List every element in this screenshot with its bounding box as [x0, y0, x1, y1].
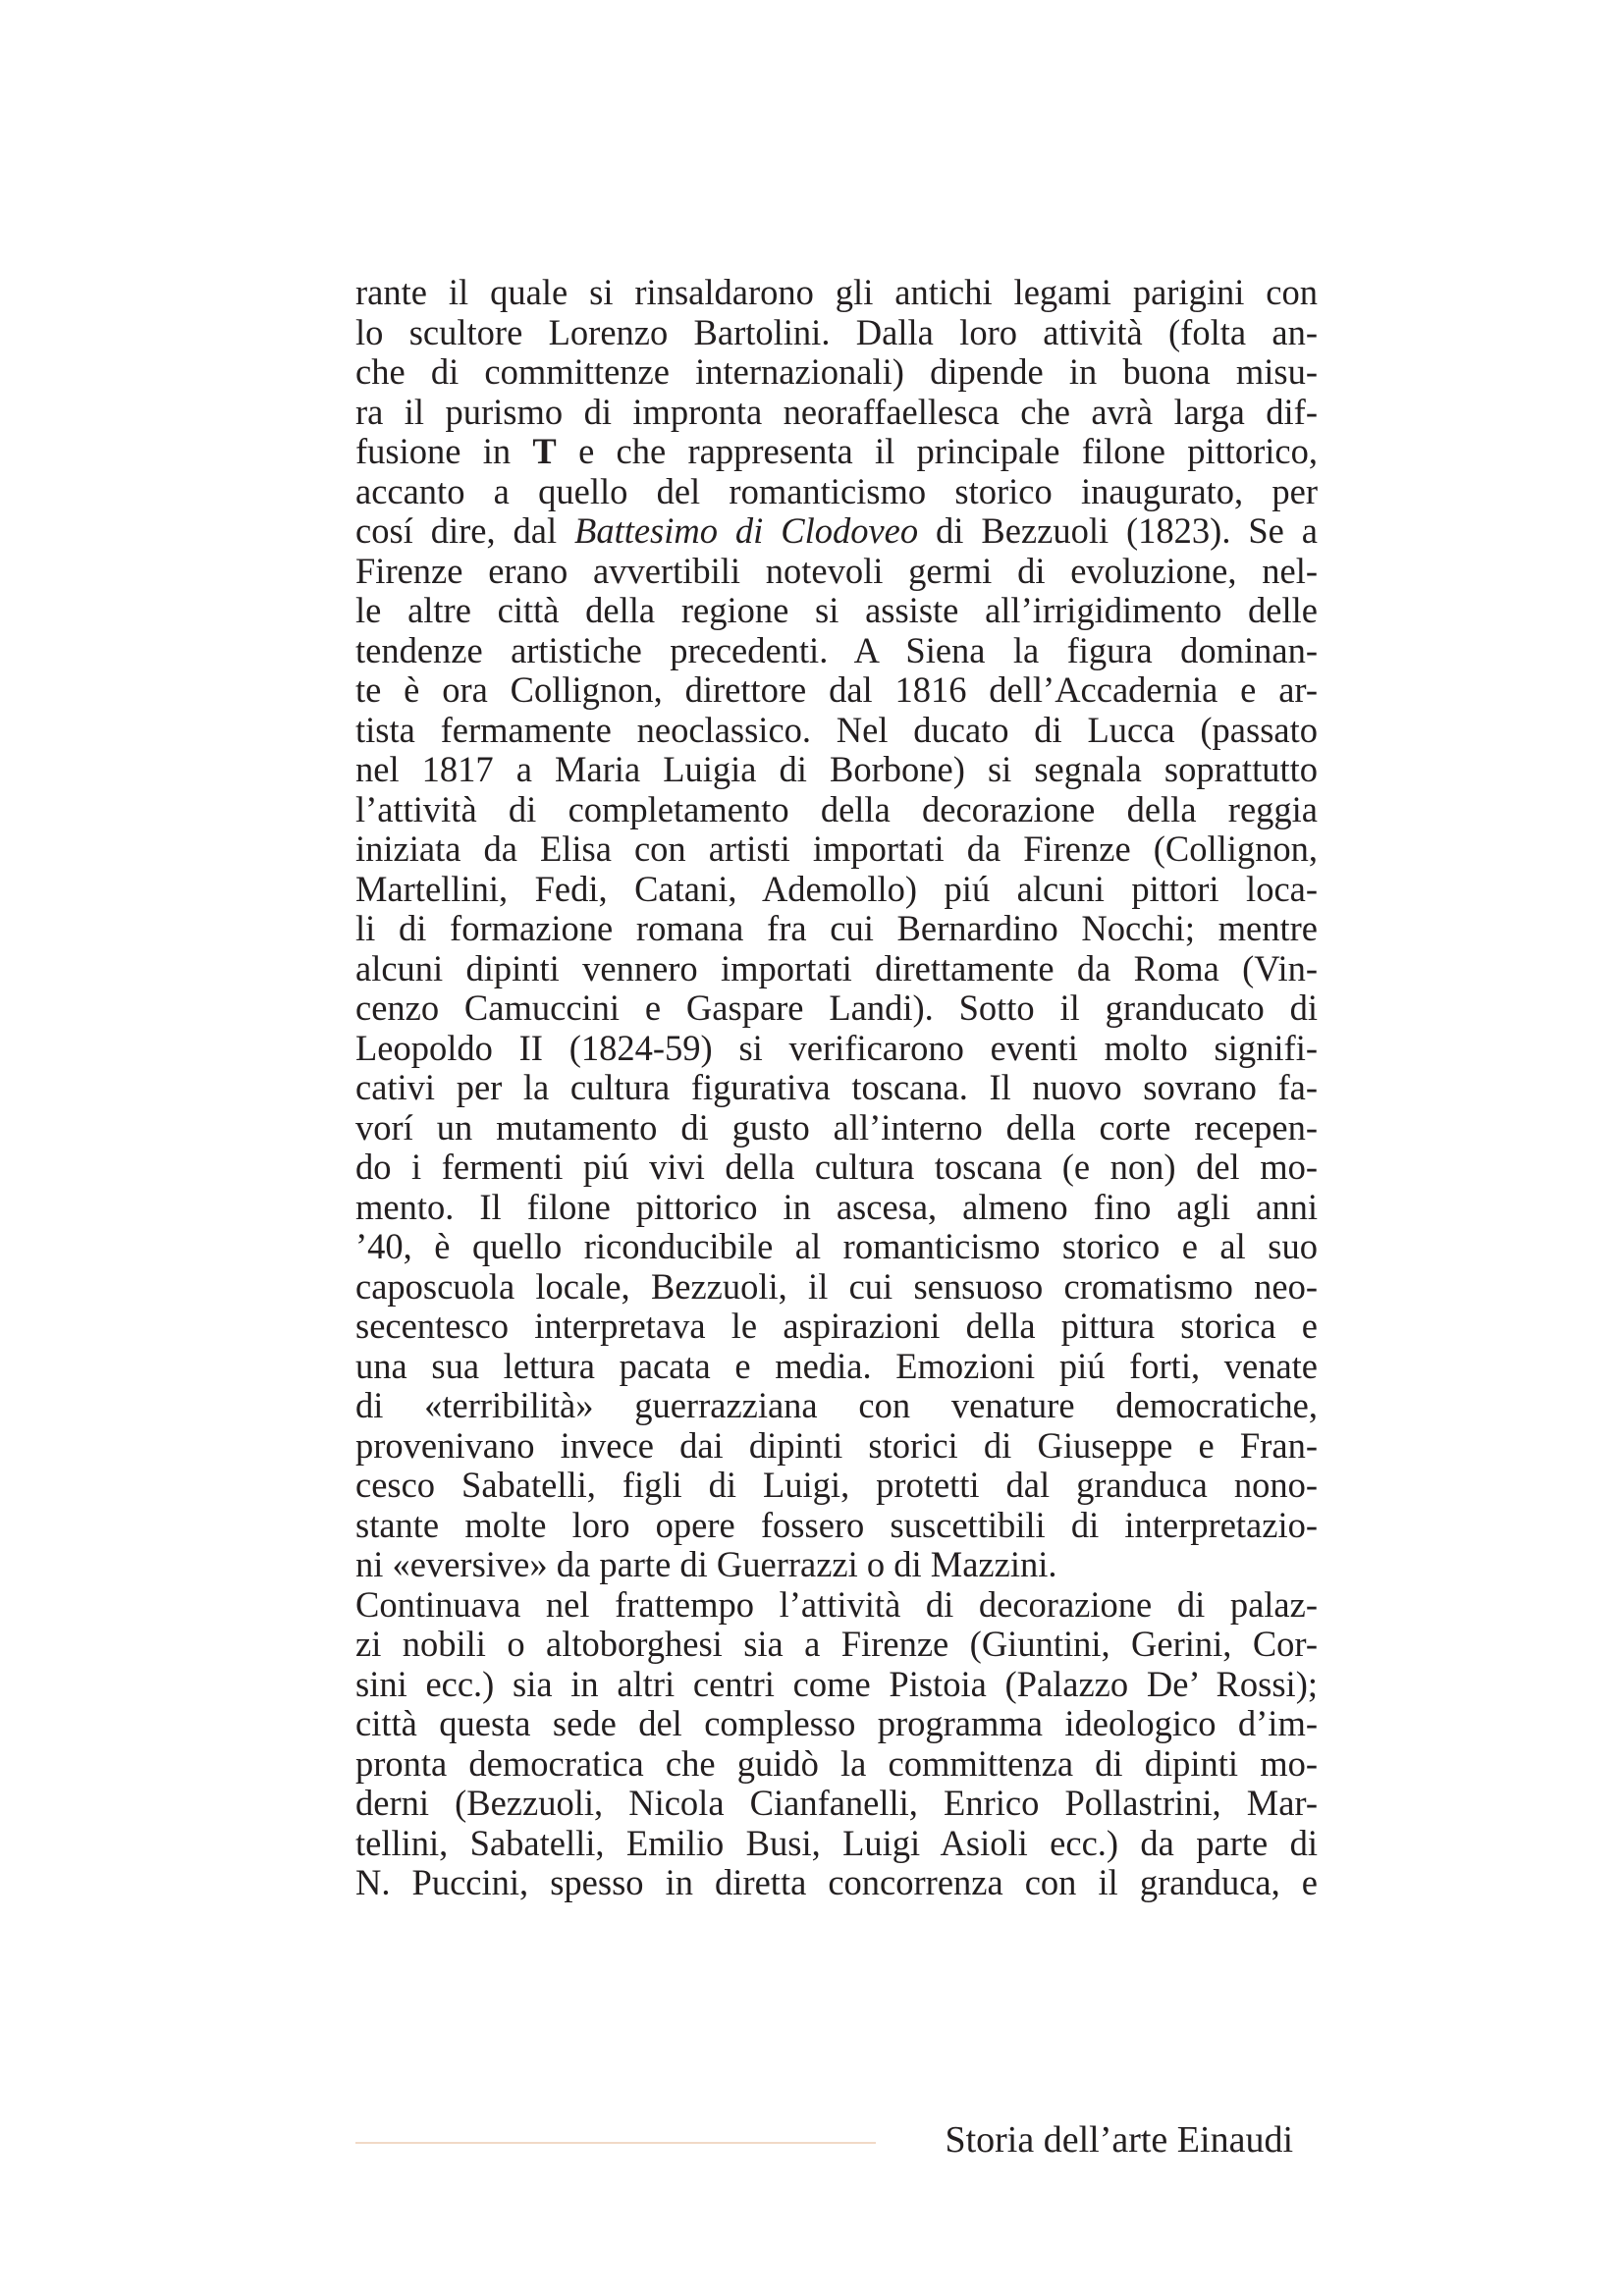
region-abbreviation: T	[532, 431, 557, 471]
text-line-15: iniziata da Elisa con artisti importati da Firenze (Collignon,	[355, 828, 1318, 869]
text-line-6: accanto a quello del romanticismo storico inaugurato, per	[355, 470, 1318, 511]
text-line-38: pronta democratica che guidò la committenza di dipinti mo-	[355, 1742, 1318, 1784]
text-line-26: caposcuola locale, Bezzuoli, il cui sensuoso cromatismo neo-	[355, 1265, 1318, 1307]
text-line-20: Leopoldo II (1824-59) si verificarono eventi molto signifi-	[355, 1027, 1318, 1068]
text-line-33: ni «eversive» da parte di Guerrazzi o di Mazzini.	[355, 1544, 1057, 1584]
text-line-22: vorí un mutamento di gusto all’interno della corte recepen-	[355, 1106, 1318, 1148]
text-line-35: zi nobili o altoborghesi sia a Firenze (Giuntini, Gerini, Cor-	[355, 1624, 1318, 1664]
footer-rule	[355, 2142, 876, 2144]
text-line-37: città questa sede del complesso programma ideologico d’im-	[355, 1703, 1318, 1743]
text-line-5-end: e che rappresenta il principale filone pittorico,	[556, 431, 1318, 471]
text-line-25: ’40, è quello riconducibile al romanticismo storico e al suo	[355, 1226, 1318, 1266]
text-line-41: N. Puccini, spesso in diretta concorrenza con il granduca, e	[355, 1862, 1318, 1902]
artwork-title: Battesimo di Clodoveo	[574, 510, 919, 551]
text-line-1: rante il quale si rinsaldarono gli antichi legami parigini con	[355, 272, 1318, 312]
text-line-18: alcuni dipinti vennero importati direttamente da Roma (Vin-	[355, 947, 1318, 988]
text-line-34: Continuava nel frattempo l’attività di decorazione di palaz-	[355, 1583, 1318, 1625]
text-line-40: tellini, Sabatelli, Emilio Busi, Luigi Asioli ecc.) da parte di	[355, 1822, 1318, 1863]
body-text	[355, 273, 1318, 1903]
text-line-31: cesco Sabatelli, figli di Luigi, protetti dal granduca nono-	[355, 1465, 1318, 1505]
text-line-5	[355, 432, 1318, 472]
text-line-3: che di committenze internazionali) dipende in buona misu-	[355, 351, 1318, 392]
text-line-32: stante molte loro opere fossero suscettibili di interpretazio-	[355, 1504, 1318, 1545]
footer-title: Storia dell’arte Einaudi	[945, 2119, 1293, 2161]
text-line-23: do i fermenti piú vivi della cultura toscana (e non) del mo-	[355, 1147, 1318, 1187]
text-line-4: ra il purismo di impronta neoraffaellesca che avrà larga dif-	[355, 391, 1318, 432]
text-line-11: te è ora Collignon, direttore dal 1816 dell’Accadernia e ar-	[355, 669, 1318, 710]
text-line-7	[355, 511, 1318, 552]
text-line-39: derni (Bezzuoli, Nicola Cianfanelli, Enrico Pollastrini, Mar-	[355, 1783, 1318, 1823]
text-line-30: provenivano invece dai dipinti storici di Giuseppe e Fran-	[355, 1424, 1318, 1466]
text-line-17: li di formazione romana fra cui Bernardino Nocchi; mentre	[355, 908, 1318, 948]
page-footer	[355, 2115, 1318, 2164]
text-line-8: Firenze erano avvertibili notevoli germi di evoluzione, nel-	[355, 550, 1318, 591]
text-line-36: sini ecc.) sia in altri centri come Pistoia (Palazzo De’ Rossi);	[355, 1663, 1318, 1704]
text-line-27: secentesco interpretava le aspirazioni della pittura storica e	[355, 1306, 1318, 1346]
text-line-14: l’attività di completamento della decorazione della reggia	[355, 788, 1318, 829]
text-line-5-start: fusione in	[355, 431, 533, 471]
text-line-21: cativi per la cultura figurativa toscana. Il nuovo sovrano fa-	[355, 1067, 1318, 1107]
text-line-10: tendenze artistiche precedenti. A Siena la figura dominan-	[355, 629, 1318, 670]
text-line-16: Martellini, Fedi, Catani, Ademollo) piú alcuni pittori loca-	[355, 868, 1318, 909]
text-line-9: le altre città della regione si assiste all’irrigidimento delle	[355, 590, 1318, 630]
text-line-12: tista fermamente neoclassico. Nel ducato di Lucca (passato	[355, 709, 1318, 750]
text-line-2: lo scultore Lorenzo Bartolini. Dalla loro attività (folta an-	[355, 311, 1318, 352]
text-line-29: di «terribilità» guerrazziana con venature democratiche,	[355, 1385, 1318, 1425]
text-line-28: una sua lettura pacata e media. Emozioni piú forti, venate	[355, 1345, 1318, 1386]
text-line-24: mento. Il filone pittorico in ascesa, almeno fino agli anni	[355, 1186, 1318, 1227]
text-line-7-start: cosí dire, dal	[355, 510, 575, 551]
text-line-13: nel 1817 a Maria Luigia di Borbone) si segnala soprattutto	[355, 749, 1318, 789]
text-line-19: cenzo Camuccini e Gaspare Landi). Sotto il granducato di	[355, 988, 1318, 1028]
text-line-7-end: di Bezzuoli (1823). Se a	[918, 510, 1318, 551]
